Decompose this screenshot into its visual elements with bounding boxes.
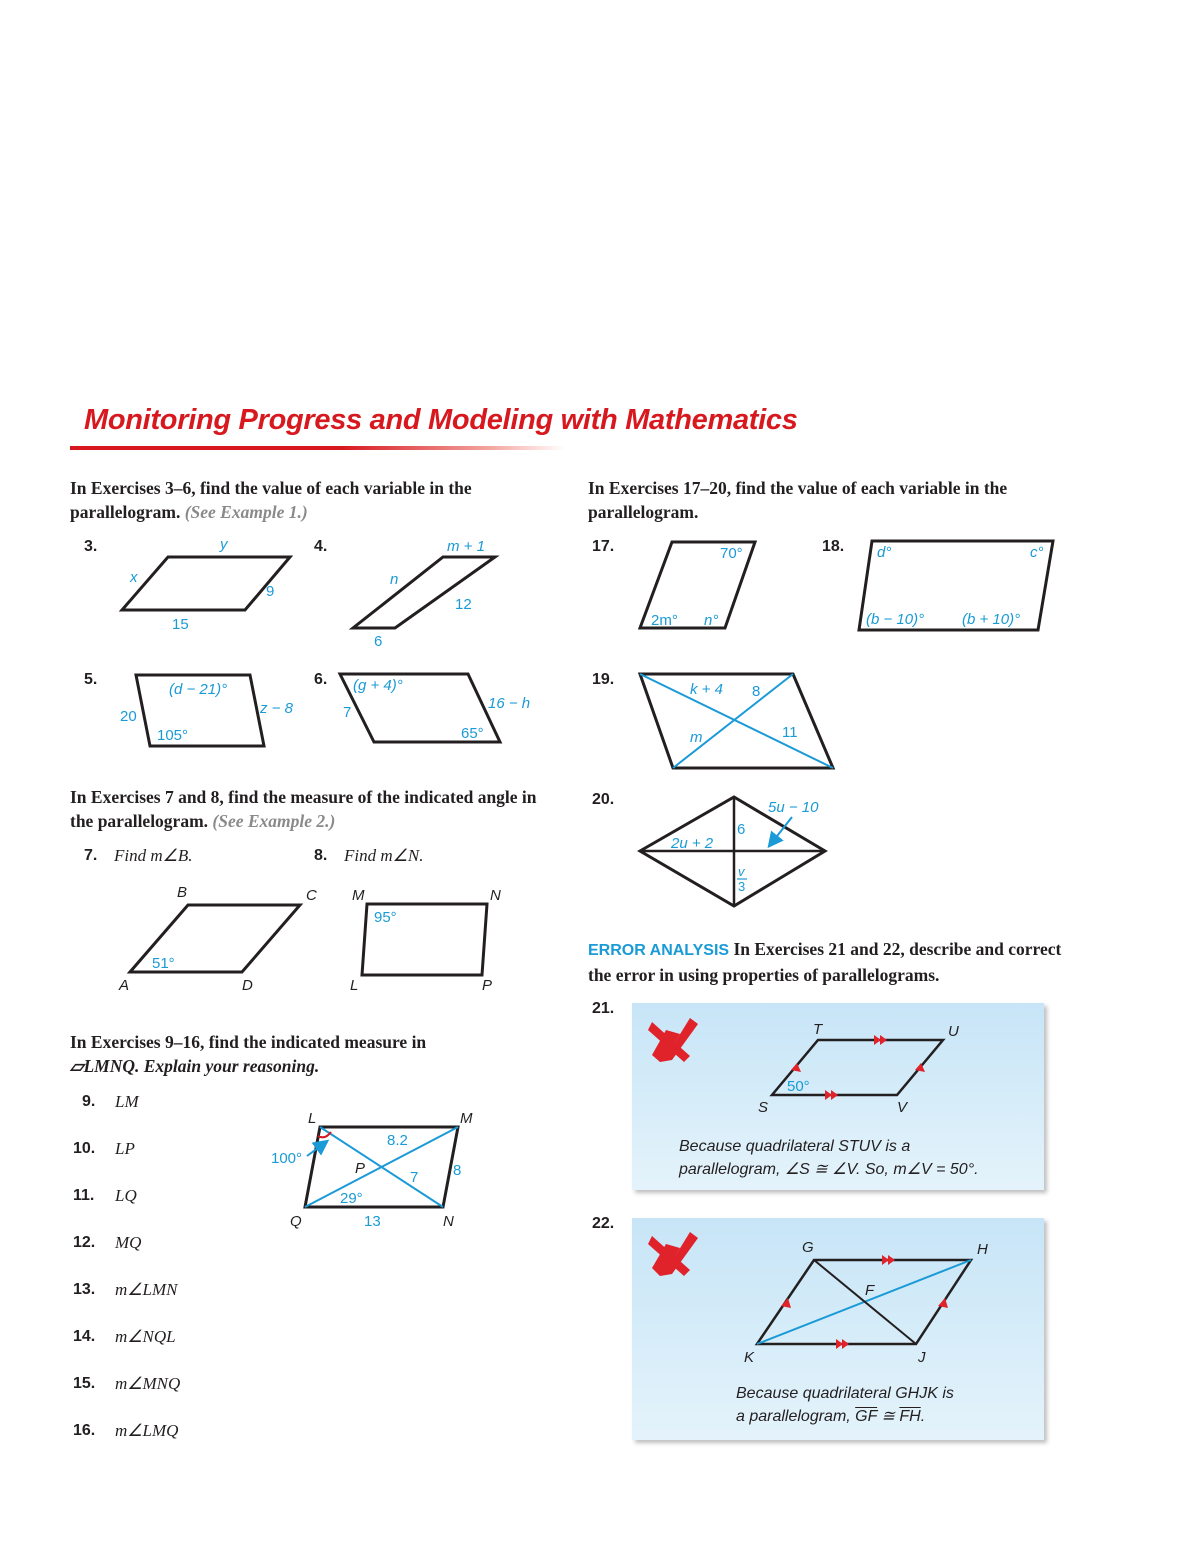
ex5-label-d21: (d − 21)° [169, 681, 228, 698]
figure-exercise-21 [648, 1018, 959, 1116]
ex3-label-y: y [220, 536, 228, 553]
figure-exercise-17 [640, 542, 755, 629]
ex20-label-3: 3 [738, 879, 746, 894]
item-14-label: m∠NQL [115, 1327, 176, 1346]
exercise-4-number: 4. [314, 538, 328, 555]
segment-gf: $\overline{GF}$ [855, 1408, 878, 1425]
exercise-20-number: 20. [592, 791, 615, 808]
ex18-label-b10p: (b + 10)° [962, 611, 1021, 628]
ex4-label-m1: m + 1 [447, 538, 485, 555]
fig9-label-N: N [443, 1213, 454, 1230]
exercise-8-prompt: Find m∠N. [344, 846, 424, 865]
figure-exercise-20 [640, 797, 825, 906]
ex6-label-h16: 16 − h [488, 695, 531, 712]
ex22-label-H: H [977, 1241, 988, 1258]
item-11-number: 11. [73, 1187, 95, 1204]
item-13-number: 13. [73, 1281, 96, 1298]
ex21-label-V: V [897, 1099, 908, 1116]
ex7-label-D: D [242, 977, 253, 994]
error-analysis-heading: ERROR ANALYSIS [588, 942, 730, 959]
exercise-3-number: 3. [84, 538, 98, 555]
item-15-number: 15. [73, 1375, 96, 1392]
fig9-label-7: 7 [410, 1169, 419, 1186]
see-example-2: (See Example 2.) [212, 811, 336, 831]
figure-exercise-3 [122, 536, 290, 633]
ex20-label-5u10: 5u − 10 [768, 799, 819, 816]
item-14-number: 14. [73, 1328, 96, 1345]
ex20-label-2u2: 2u + 2 [671, 835, 714, 852]
fig9-label-13: 13 [364, 1213, 381, 1230]
ex4-label-n: n [390, 571, 399, 588]
ex17-label-70: 70° [720, 545, 743, 562]
error-text-22-pre: a parallelogram, [736, 1408, 856, 1425]
ex4-label-12: 12 [455, 596, 472, 613]
congruent-symbol: ≅ [877, 1408, 900, 1425]
error-text-22-line1: Because quadrilateral GHJK is [736, 1385, 954, 1402]
ex18-label-c: c° [1030, 544, 1044, 561]
ex5-label-z8: z − 8 [260, 700, 293, 717]
fig9-label-M: M [460, 1110, 473, 1127]
exercise-8-number: 8. [314, 847, 328, 864]
item-11-label: LQ [115, 1186, 137, 1205]
figure-lmnq [271, 1110, 473, 1230]
ex22-label-G: G [802, 1239, 814, 1256]
exercise-21-number: 21. [592, 1000, 615, 1017]
fig9-label-P: P [355, 1160, 366, 1177]
instructions-17-20-text: In Exercises 17–20, find the value of each variable in the parallelogram. [588, 478, 1008, 522]
error-analysis-text: In Exercises 21 and 22, describe and correct the error in using properties of parallelograms. [588, 939, 1062, 985]
exercise-7-number: 7. [84, 847, 98, 864]
exercise-6-number: 6. [314, 671, 328, 688]
exercise-18-number: 18. [822, 538, 845, 555]
figure-exercise-22 [648, 1232, 988, 1366]
ex6-label-7: 7 [343, 704, 352, 721]
fig9-label-L: L [308, 1110, 317, 1127]
ex7-label-B: B [177, 884, 188, 901]
ex19-label-m: m [690, 729, 703, 746]
error-x-mark-21 [652, 1018, 698, 1062]
section-title: Monitoring Progress and Modeling with Mathematics [84, 404, 798, 436]
error-text-22-period: . [920, 1408, 926, 1425]
ex8-label-N: N [490, 887, 501, 904]
figure-exercise-6 [340, 674, 530, 742]
ex5-label-105: 105° [157, 727, 189, 744]
ex6-label-g4: (g + 4)° [353, 677, 403, 694]
fig9-label-29: 29° [340, 1190, 363, 1207]
error-x-mark-22 [652, 1232, 698, 1276]
ex22-label-F: F [865, 1282, 875, 1299]
item-16-number: 16. [73, 1422, 96, 1439]
ex21-label-50: 50° [787, 1078, 810, 1095]
exercise-17-number: 17. [592, 538, 615, 555]
item-16-label: m∠LMQ [115, 1421, 179, 1440]
exercise-7-prompt: Find m∠B. [114, 846, 193, 865]
ex4-label-6: 6 [374, 633, 383, 650]
ex7-label-51: 51° [152, 955, 175, 972]
ex3-label-x: x [130, 569, 138, 586]
instructions-9-16-line2: ▱LMNQ. Explain your reasoning. [70, 1056, 320, 1076]
ex3-label-15: 15 [172, 616, 189, 633]
ex3-label-9: 9 [266, 583, 275, 600]
exercise-19-number: 19. [592, 671, 615, 688]
figure-exercise-5 [120, 675, 294, 746]
see-example-1: (See Example 1.) [184, 502, 308, 522]
item-10-number: 10. [73, 1140, 96, 1157]
ex22-label-J: J [918, 1349, 926, 1366]
ex21-label-S: S [758, 1099, 769, 1116]
ex20-label-6: 6 [737, 821, 746, 838]
ex19-label-8: 8 [752, 683, 761, 700]
ex21-label-T: T [813, 1021, 823, 1038]
ex6-label-65: 65° [461, 725, 484, 742]
fig9-label-8-2: 8.2 [387, 1132, 408, 1149]
fig9-label-Q: Q [290, 1213, 302, 1230]
ex8-label-M: M [352, 887, 365, 904]
ex19-label-11: 11 [782, 724, 798, 741]
ex7-label-C: C [306, 887, 317, 904]
ex19-label-k4: k + 4 [690, 681, 723, 698]
ex5-label-20: 20 [120, 708, 137, 725]
ex8-label-L: L [350, 977, 359, 994]
item-13-label: m∠LMN [115, 1280, 178, 1299]
item-9-number: 9. [82, 1093, 96, 1110]
ex8-label-95: 95° [374, 909, 397, 926]
error-text-21-line1: Because quadrilateral STUV is a [679, 1138, 911, 1155]
ex21-label-U: U [948, 1023, 959, 1040]
fig9-label-8: 8 [453, 1162, 462, 1179]
figure-exercise-7 [118, 884, 317, 994]
segment-fh: $\overline{FH}$ [899, 1408, 921, 1425]
instructions-7-8-text: In Exercises 7 and 8, find the measure of the indicated angle in the parallelogram. [70, 787, 537, 831]
figure-exercise-19 [640, 674, 833, 768]
item-10-label: LP [115, 1139, 135, 1158]
fig9-label-100: 100° [271, 1150, 303, 1167]
ex22-label-K: K [744, 1349, 755, 1366]
item-12-number: 12. [73, 1234, 96, 1251]
instructions-9-16-line1: In Exercises 9–16, find the indicated measure in [70, 1032, 427, 1052]
ex18-label-b10m: (b − 10)° [866, 611, 925, 628]
exercise-22-number: 22. [592, 1215, 615, 1232]
figure-exercise-18 [859, 541, 1053, 630]
item-9-label: LM [115, 1092, 139, 1111]
instructions-3-6-text: In Exercises 3–6, find the value of each variable in the parallelogram. [70, 478, 472, 522]
ex20-label-v: v [738, 864, 745, 879]
exercise-5-number: 5. [84, 671, 98, 688]
error-text-21-line2: parallelogram, ∠S ≅ ∠V. So, m∠V = 50°. [679, 1161, 979, 1178]
figure-exercise-8 [350, 887, 501, 994]
ex18-label-d: d° [877, 544, 892, 561]
item-12-label: MQ [115, 1233, 142, 1252]
ex17-label-2m: 2m° [651, 612, 678, 629]
ex17-label-n: n° [704, 612, 719, 629]
ex7-label-A: A [119, 977, 130, 994]
figure-exercise-4 [353, 538, 495, 650]
ex8-label-P: P [482, 977, 493, 994]
item-15-label: m∠MNQ [115, 1374, 181, 1393]
